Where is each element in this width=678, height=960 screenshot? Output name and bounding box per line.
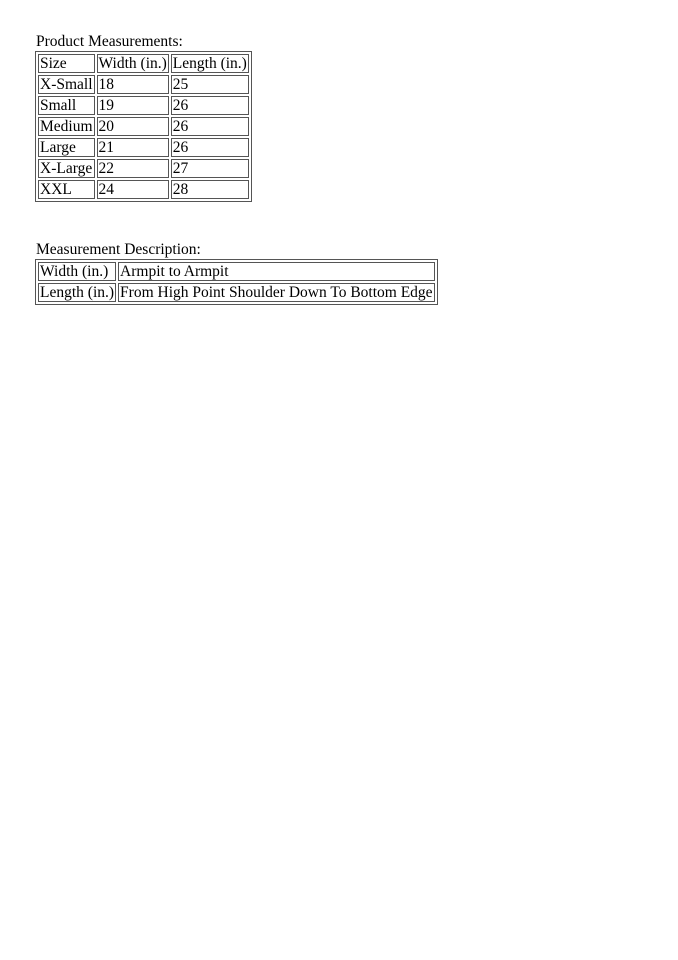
table-row (38, 117, 249, 136)
table-row (38, 96, 249, 115)
width-cell: 22 (97, 159, 169, 178)
size-cell: XXL (38, 180, 95, 199)
size-cell: X-Large (38, 159, 95, 178)
table-header-row (38, 54, 249, 73)
header-size: Size (38, 54, 95, 73)
table-row (38, 159, 249, 178)
table-row (38, 262, 435, 281)
size-cell: Medium (40, 118, 93, 135)
measure-name-cell: Length (in.) (40, 284, 115, 301)
width-cell: 20 (97, 117, 169, 136)
size-cell: Small (38, 96, 95, 115)
width-cell: 24 (97, 180, 169, 199)
length-cell: 26 (171, 138, 249, 157)
measurements-table (35, 51, 252, 202)
description-table (35, 259, 438, 305)
width-cell: 18 (97, 75, 169, 94)
length-cell: 27 (171, 159, 249, 178)
width-cell: 19 (97, 96, 169, 115)
measure-name-cell: Width (in.) (38, 262, 116, 281)
header-length: Length (in.) (172, 55, 247, 72)
measure-description-cell: Armpit to Armpit (118, 262, 435, 281)
width-cell: 21 (97, 138, 169, 157)
table-row (38, 180, 249, 199)
section-spacer (36, 202, 438, 240)
size-cell: X-Small (40, 76, 93, 93)
header-width: Width (in.) (98, 55, 167, 72)
document-page (36, 32, 438, 305)
table-row (38, 138, 249, 157)
length-cell: 25 (171, 75, 249, 94)
measure-description-cell: From High Point Shoulder Down To Bottom Edge (120, 284, 433, 301)
size-cell: Large (38, 138, 95, 157)
table-row (38, 75, 249, 94)
length-cell: 26 (171, 117, 249, 136)
measurements-title: Product Measurements: (36, 33, 183, 50)
table-row (38, 283, 435, 302)
length-cell: 26 (171, 96, 249, 115)
description-title: Measurement Description: (36, 241, 201, 258)
length-cell: 28 (171, 180, 249, 199)
